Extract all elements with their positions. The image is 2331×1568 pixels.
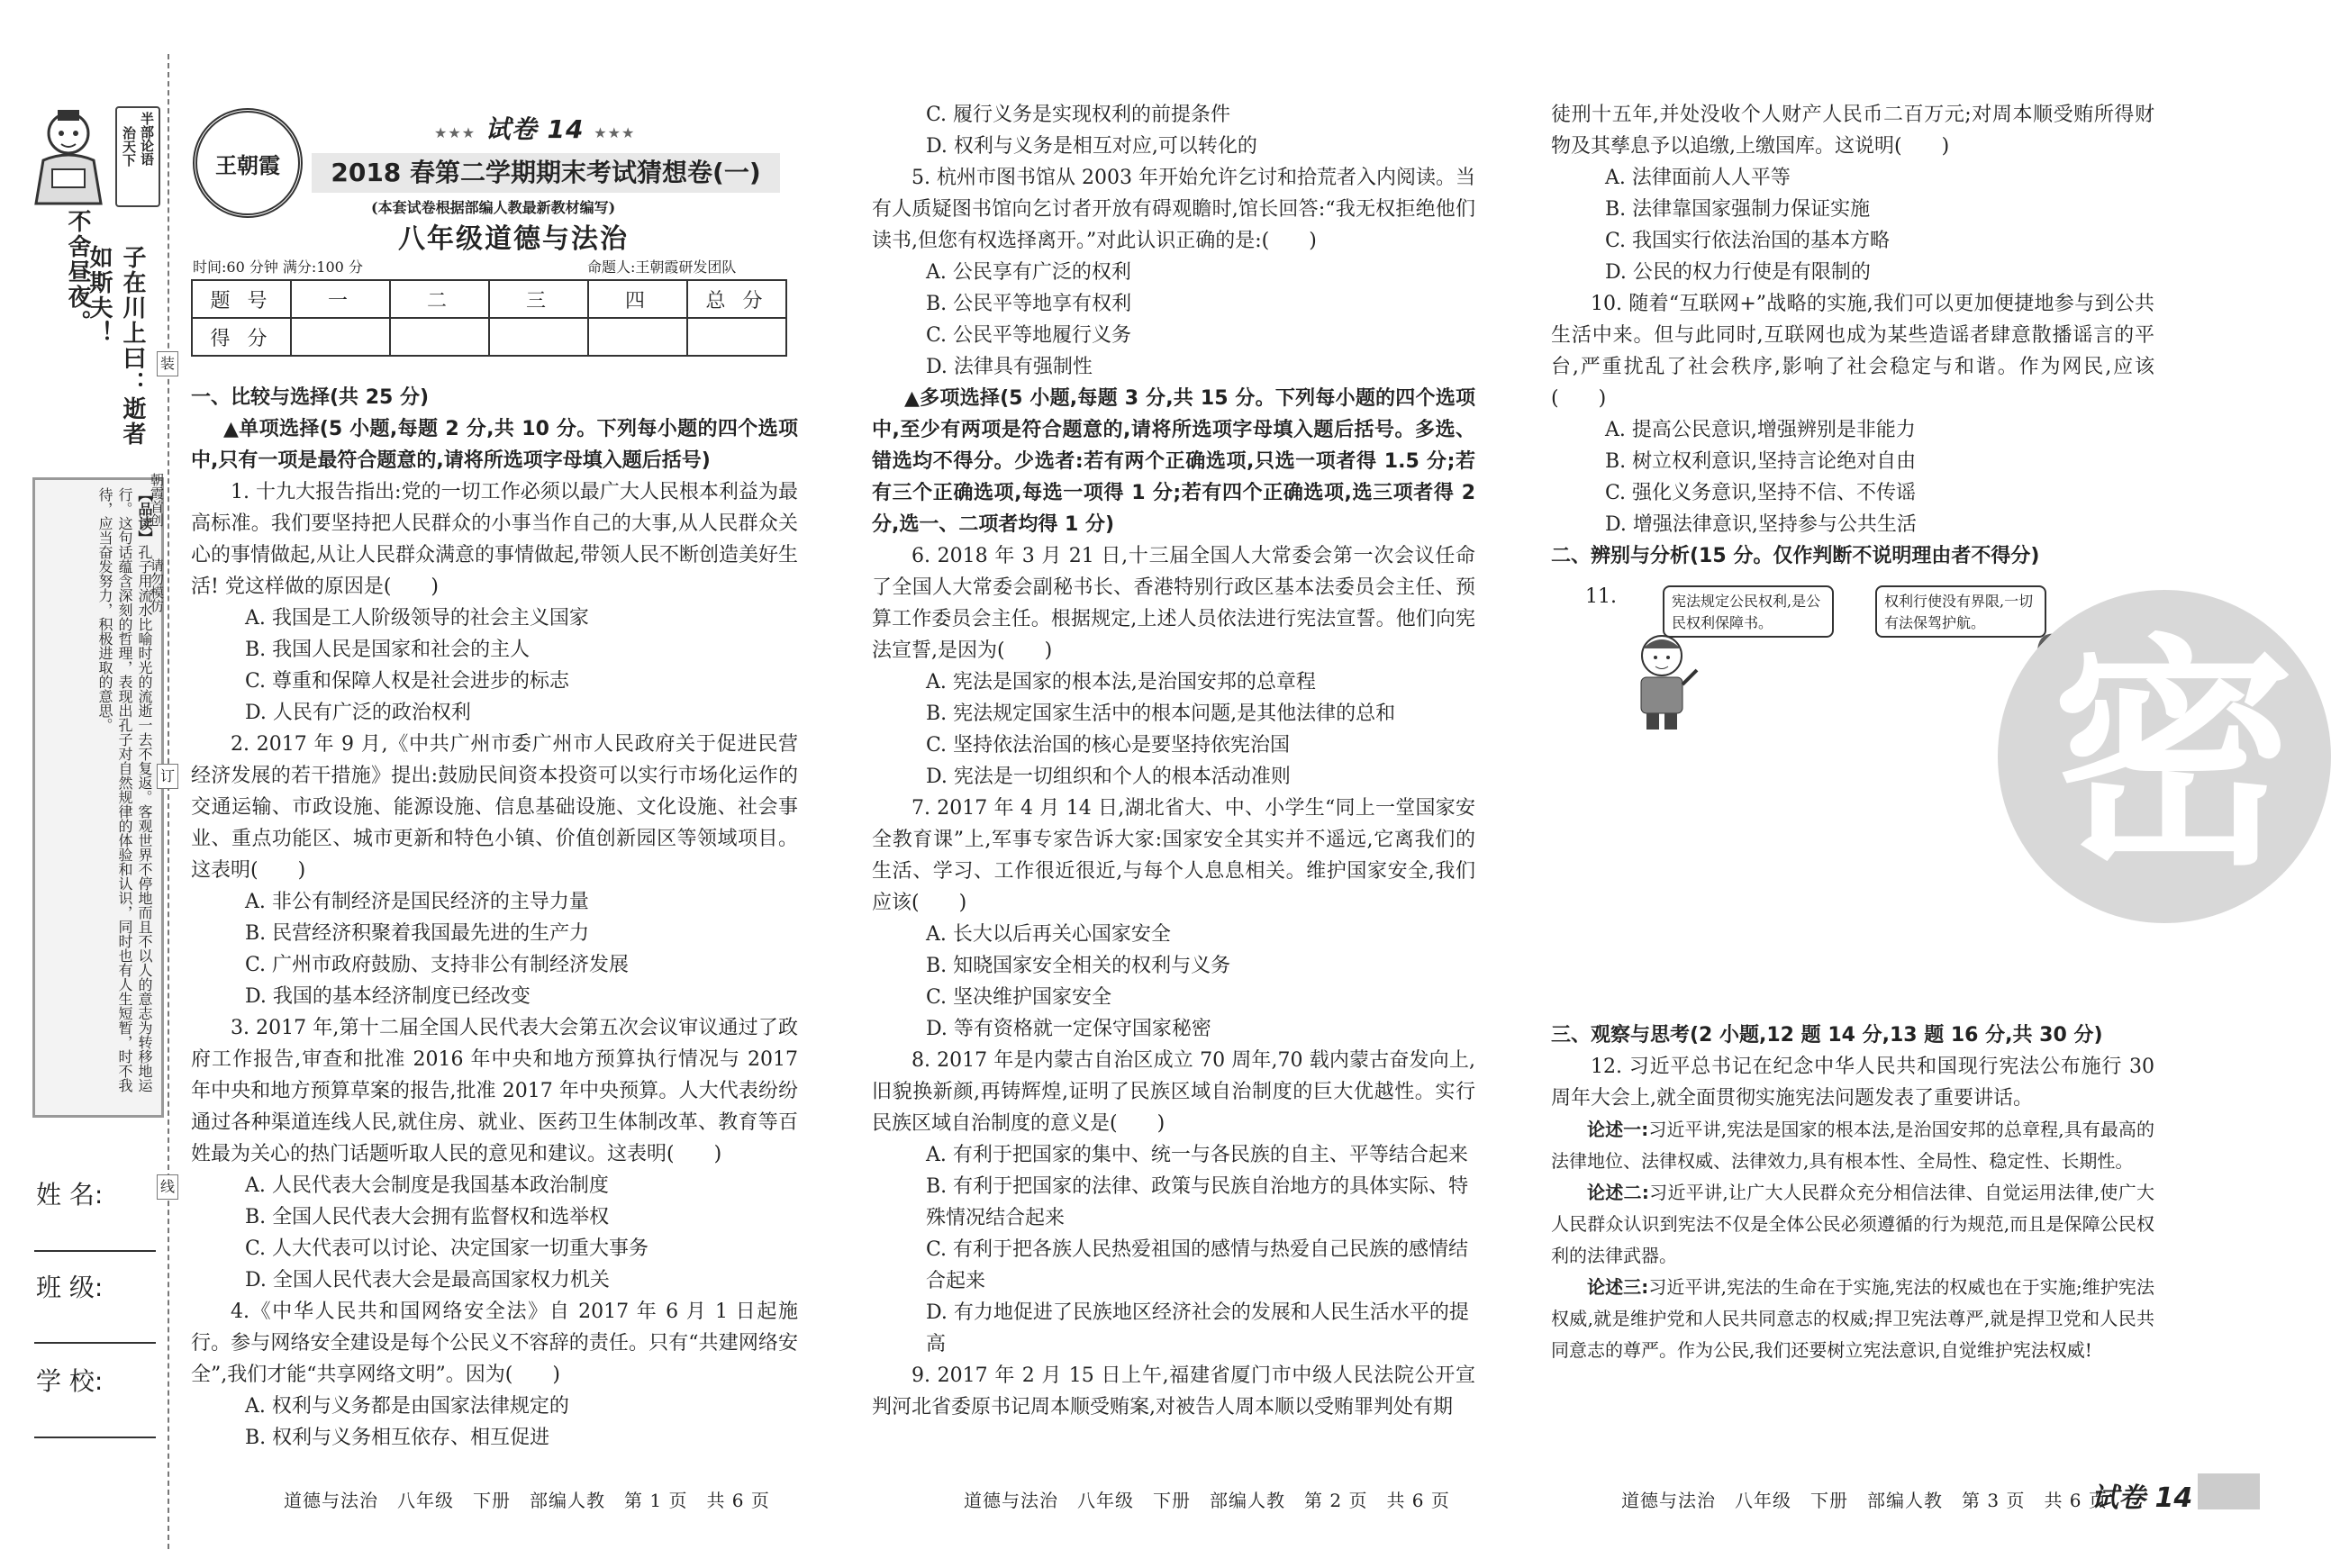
score-table — [191, 279, 787, 357]
option: A. 权利与义务都是由国家法律规定的 — [245, 1395, 569, 1418]
option: B. 有利于把国家的法律、政策与民族自治地方的具体实际、特殊情况结合起来 — [926, 1175, 1469, 1229]
name-field-line[interactable] — [34, 1250, 156, 1252]
question-4: 4.《中华人民共和国网络安全法》自 2017 年 6 月 1 日起施行。参与网络安全建设是每个公民义不容辞的责任。只有“共建网络安全”,我们才能“共享网络文明”。因为( ) — [191, 1301, 798, 1386]
statement-3 — [1551, 1272, 2154, 1366]
statement-3-label: 论述三: — [1587, 1276, 1649, 1298]
option: C. 人大代表可以讨论、决定国家一切重大事务 — [245, 1237, 649, 1260]
option: C. 我国实行依法治国的基本方略 — [1605, 230, 1891, 252]
proverb-line-1: 不舍昼夜。 — [64, 209, 91, 335]
section-3-heading: 三、观察与思考(2 小题,12 题 14 分,13 题 16 分,共 30 分) — [1551, 1024, 2103, 1047]
footer-paper-label: 试卷 14 — [2091, 1482, 2193, 1514]
statement-2-label: 论述二: — [1587, 1182, 1649, 1203]
option: D. 公民的权力行使是有限制的 — [1605, 261, 1871, 284]
statement-1-text: 习近平讲,宪法是国家的根本法,是治国安邦的总章程,具有最高的法律地位、法律权威、法律效力,具有根本性、全局性、稳定性、长期性。 — [1551, 1119, 2154, 1172]
column-1 — [191, 101, 798, 1454]
option: D. 增强法律意识,坚持参与公共生活 — [1605, 513, 1917, 536]
score-input-cell[interactable] — [588, 318, 687, 356]
option: C. 坚决维护国家安全 — [926, 986, 1112, 1009]
proverb-line-2: 子在川上曰：逝者如斯夫！ — [86, 245, 146, 447]
proverb-box — [36, 209, 155, 470]
paper-number: 试卷 14 — [485, 114, 585, 144]
school-field-line[interactable] — [34, 1437, 156, 1438]
option: D. 全国人民代表大会是最高国家权力机关 — [245, 1269, 610, 1292]
logo-seal — [193, 108, 303, 218]
copyright-note-1: 朝霞首创 — [149, 473, 165, 527]
exam-title: 2018 春第二学期期末考试猜想卷(一) — [312, 153, 780, 193]
badge-char: 部 — [139, 125, 155, 139]
confucius-illustration — [25, 106, 111, 205]
score-input-cell[interactable] — [390, 318, 489, 356]
option: D. 宪法是一切组织和个人的根本活动准则 — [926, 766, 1291, 788]
question-1: 1. 十九大报告指出:党的一切工作必须以最广大人民根本利益为最高标准。我们要坚持把人民群众的小事当作自己的大事,从人民群众关心的事情做起,从让人民群众满意的事情做起,带领人民不断创造美好生活! 党这样做的原因是( ) — [191, 481, 798, 598]
binding-mark-1: 装 — [157, 351, 178, 376]
class-label: 班 级: — [36, 1273, 104, 1302]
sidebar — [0, 0, 180, 1568]
bubble-left-text: 宪法规定公民权利,是公民权利保障书。 — [1672, 593, 1821, 631]
score-cell: 总 分 — [687, 280, 786, 318]
score-cell: 二 — [390, 280, 489, 318]
class-field-line[interactable] — [34, 1342, 156, 1344]
option: C. 强化义务意识,坚持不信、不传谣 — [1605, 482, 1917, 504]
option: A. 有利于把国家的集中、统一与各民族的自主、平等结合起来 — [926, 1144, 1468, 1166]
stamp-character: 密 — [2052, 614, 2295, 898]
option: B. 树立权利意识,坚持言论绝对自由 — [1605, 450, 1917, 473]
footer-bar — [2198, 1473, 2260, 1509]
pindu-label: 【品读】 — [136, 487, 153, 545]
option: D. 人民有广泛的政治权利 — [245, 702, 471, 724]
badge-char: 治 — [121, 126, 137, 140]
score-cell: 题 号 — [192, 280, 291, 318]
badge-char: 天 — [121, 140, 137, 153]
score-table-header-row — [192, 280, 786, 318]
option: C. 坚持依法治国的核心是要坚持依宪治国 — [926, 734, 1291, 757]
option: C. 公民平等地履行义务 — [926, 324, 1132, 347]
option: B. 权利与义务相互依存、相互促进 — [245, 1427, 550, 1449]
subject-title: 八年级道德与法治 — [398, 223, 629, 255]
column-3 — [1551, 99, 2154, 572]
question-9: 9. 2017 年 2 月 15 日上午,福建省厦门市中级人民法院公开宣判河北省委原书记周本顺受贿案,对被告人周本顺以受贿罪判处有期 — [872, 1364, 1475, 1418]
binding-mark-3: 线 — [157, 1174, 178, 1200]
stars-right: ★★★ — [594, 124, 636, 141]
option: B. 我国人民是国家和社会的主人 — [245, 639, 531, 661]
boy-illustration — [1621, 630, 1702, 730]
score-input-cell[interactable] — [489, 318, 588, 356]
pindu-box — [32, 477, 164, 1118]
option: B. 全国人民代表大会拥有监督权和选举权 — [245, 1206, 610, 1228]
question-5: 5. 杭州市图书馆从 2003 年开始允许乞讨和拾荒者入内阅读。当有人质疑图书馆向乞讨者开放有碍观瞻时,馆长回答:“我无权拒绝他们读书,但您有权选择离开。”对此认识正确的是:( ) — [872, 167, 1475, 252]
option: B. 公民平等地享有权利 — [926, 293, 1132, 315]
question-10: 10. 随着“互联网+”战略的实施,我们可以更加便捷地参与到公共生活中来。但与此同时,互联网也成为某些造谣者肆意散播谣言的平台,严重扰乱了社会秩序,影响了社会稳定与和谐。作为网民,应该( ) — [1551, 293, 2154, 410]
badge-char: 半 — [139, 112, 155, 125]
question-3: 3. 2017 年,第十二届全国人民代表大会第五次会议审议通过了政府工作报告,审查和批准 2016 年中央和地方预算执行情况与 2017 年中央和地方预算草案的报告,批准 2017 年中央预算。人大代表纷纷通过各种渠道连线人民,就住房、就业、医药卫生体制改革、教育等百姓最为关心的热门话题听取人民的意见和建议。这表明( ) — [191, 1017, 798, 1165]
score-input-cell[interactable] — [687, 318, 786, 356]
option: D. 我国的基本经济制度已经改变 — [245, 985, 531, 1008]
option: A. 长大以后再关心国家安全 — [926, 923, 1171, 946]
question-8: 8. 2017 年是内蒙古自治区成立 70 周年,70 载内蒙古奋发向上,旧貌换新颜,再铸辉煌,证明了民族区域自治制度的巨大优越性。实行民族区域自治制度的意义是( ) — [872, 1049, 1475, 1135]
statement-1-label: 论述一: — [1587, 1119, 1649, 1140]
footer-page-2: 道德与法治 八年级 下册 部编人教 第 2 页 共 6 页 — [964, 1490, 1450, 1511]
exam-author: 命题人:王朝霞研发团队 — [587, 258, 737, 276]
statement-2 — [1551, 1177, 2154, 1272]
option: C. 广州市政府鼓励、支持非公有制经济发展 — [245, 954, 630, 976]
option: A. 公民享有广泛的权利 — [926, 261, 1131, 284]
stars-left: ★★★ — [434, 124, 476, 141]
logo-text: 王朝霞 — [215, 151, 280, 178]
badge-char: 语 — [139, 152, 155, 166]
bubble-right-text: 权利行使没有界限,一切有法保驾护航。 — [1884, 593, 2034, 631]
score-cell: 得 分 — [192, 318, 291, 356]
option: D. 有力地促进了民族地区经济社会的发展和人民生活水平的提高 — [926, 1301, 1469, 1355]
confidential-stamp — [1998, 590, 2331, 923]
question-9-continued: 徒刑十五年,并处没收个人财产人民币二百万元;对周本顺受贿所得财物及其孳息予以追缴,上缴国库。这说明( ) — [1551, 104, 2154, 158]
option: B. 知晓国家安全相关的权利与义务 — [926, 955, 1231, 977]
section-2-heading: 二、辨别与分析(15 分。仅作判断不说明理由者不得分) — [1551, 545, 2040, 567]
score-table-score-row — [192, 318, 786, 356]
option: A. 人民代表大会制度是我国基本政治制度 — [245, 1174, 609, 1197]
statement-1 — [1551, 1114, 2154, 1177]
badge-char: 下 — [121, 153, 137, 167]
question-11-number: 11. — [1585, 585, 1617, 608]
question-2: 2. 2017 年 9 月,《中共广州市委广州市人民政府关于促进民营经济发展的若干措施》提出:鼓励民间资本投资可以实行市场化运作的交通运输、市政设施、能源设施、信息基础设施、文化设施、社会事业、重点功能区、城市更新和特色小镇、价值创新园区等领域项目。这表明( ) — [191, 733, 798, 882]
option: A. 我国是工人阶级领导的社会主义国家 — [245, 607, 589, 630]
option: D. 等有资格就一定保守国家秘密 — [926, 1018, 1211, 1040]
section-1-heading: 一、比较与选择(共 25 分) — [191, 386, 430, 409]
option: D. 权利与义务是相互对应,可以转化的 — [926, 135, 1257, 158]
score-input-cell[interactable] — [291, 318, 390, 356]
single-choice-instructions: ▲单项选择(5 小题,每题 2 分,共 10 分。下列每小题的四个选项中,只有一项是最符合题意的,请将所选项字母填入题后括号) — [191, 418, 798, 472]
exam-subtitle: (本套试卷根据部编人教最新教材编写) — [371, 199, 616, 216]
score-cell: 三 — [489, 280, 588, 318]
option: C. 尊重和保障人权是社会进步的标志 — [245, 670, 570, 693]
statement-3-text: 习近平讲,宪法的生命在于实施,宪法的权威也在于实施;维护宪法权威,就是维护党和人民共同意志的权威;捍卫宪法尊严,就是捍卫党和人民共同意志的尊严。作为公民,我们还要树立宪法意识,自觉维护宪法权威! — [1551, 1276, 2155, 1361]
copyright-note-2: 请勿模仿 — [149, 558, 165, 612]
pindu-text: 孔子用流水比喻时光的流逝一去不复返。客观世界不停地而且不以人的意志为转移地运行。这句话蕴含深刻的哲理，表现出孔子对自然规律的体验和认识，同时也有人生短暂，时不我待，应当奋发努力，积极进取的意思。 — [96, 487, 153, 1092]
badge-box — [115, 106, 160, 207]
score-cell: 四 — [588, 280, 687, 318]
exam-header — [191, 101, 798, 279]
multi-choice-instructions: ▲多项选择(5 小题,每题 3 分,共 15 分。下列每小题的四个选项中,至少有两项是符合题意的,请将所选项字母填入题后括号。多选、错选均不得分。少选者:若有两个正确选项,只选一项者得 1.5 分;若有三个正确选项,每选一项得 1 分;若有四个正确选项,选三项者得 2 分,选一、二项者均得 1 分) — [872, 387, 1475, 536]
option: C. 有利于把各族人民热爱祖国的感情与热爱自己民族的感情结合起来 — [926, 1238, 1469, 1292]
option: D. 法律具有强制性 — [926, 356, 1093, 378]
binding-line — [168, 54, 169, 1549]
footer-page-1: 道德与法治 八年级 下册 部编人教 第 1 页 共 6 页 — [284, 1490, 770, 1511]
exam-time: 时间:60 分钟 满分:100 分 — [193, 258, 363, 276]
option: B. 宪法规定国家生活中的根本问题,是其他法律的总和 — [926, 702, 1396, 725]
option: B. 法律靠国家强制力保证实施 — [1605, 198, 1871, 221]
score-cell: 一 — [291, 280, 390, 318]
question-6: 6. 2018 年 3 月 21 日,十三届全国人大常委会第一次会议任命了全国人大常委会副秘书长、香港特别行政区基本法委员会主任、预算工作委员会主任。根据规定,上述人员依法进行宪法宣誓。他们向宪法宣誓,是因为( ) — [872, 545, 1475, 662]
option: A. 宪法是国家的根本法,是治国安邦的总章程 — [926, 671, 1316, 693]
option: A. 提高公民意识,增强辨别是非能力 — [1605, 419, 1916, 441]
question-12: 12. 习近平总书记在纪念中华人民共和国现行宪法公布施行 30 周年大会上,就全面贯彻实施宪法问题发表了重要讲话。 — [1551, 1056, 2154, 1110]
name-label: 姓 名: — [36, 1180, 104, 1210]
question-7: 7. 2017 年 4 月 14 日,湖北省大、中、小学生“同上一堂国家安全教育课”上,军事专家告诉大家:国家安全其实并不遥远,它离我们的生活、学习、工作很近很近,与每个人息息相关。维护国家安全,我们应该( ) — [872, 797, 1475, 914]
school-label: 学 校: — [36, 1366, 104, 1396]
option: B. 民营经济积聚着我国最先进的生产力 — [245, 922, 590, 945]
column-2 — [872, 99, 1475, 1423]
badge-char: 论 — [139, 139, 155, 152]
option: A. 法律面前人人平等 — [1605, 167, 1791, 189]
option: A. 非公有制经济是国民经济的主导力量 — [245, 891, 589, 913]
statement-2-text: 习近平讲,让广大人民群众充分相信法律、自觉运用法律,使广大人民群众认识到宪法不仅是全体公民必须遵循的行为规范,而且是保障公民权利的法律武器。 — [1551, 1182, 2155, 1266]
column-3-lower — [1551, 1020, 2154, 1366]
option: C. 履行义务是实现权利的前提条件 — [926, 104, 1231, 126]
binding-mark-2: 订 — [157, 764, 178, 789]
footer-page-3: 道德与法治 八年级 下册 部编人教 第 3 页 共 6 页 — [1621, 1490, 2108, 1511]
